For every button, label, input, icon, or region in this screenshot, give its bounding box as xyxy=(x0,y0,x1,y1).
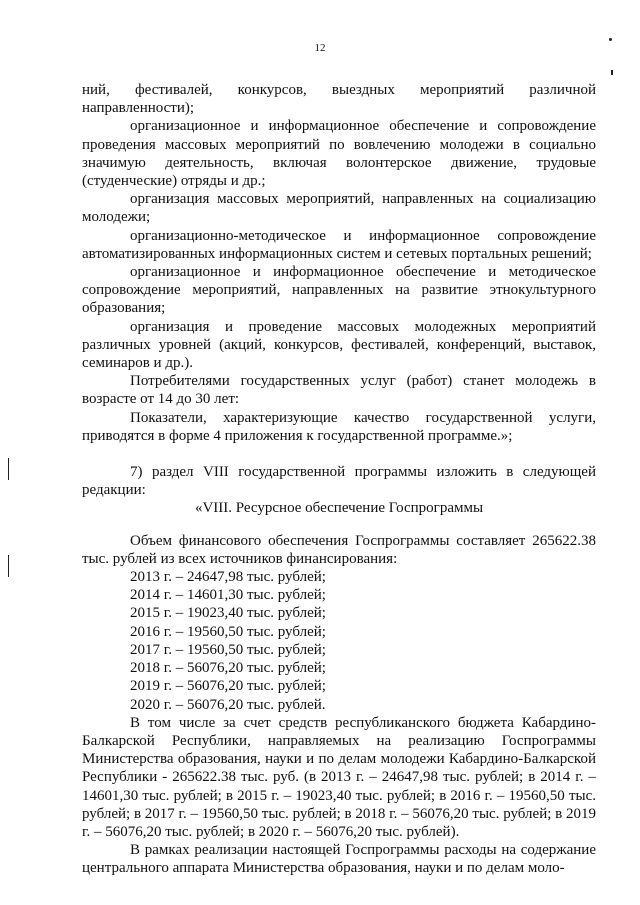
funding-list xyxy=(82,568,596,714)
paragraph: В рамках реализации настоящей Госпрограммы расходы на содержание центрального аппарата Министерства образования, науки и по делам моло- xyxy=(82,842,596,877)
funding-intro: Объем финансового обеспечения Госпрограммы составляет 265622.38 тыс. рублей из всех источников финансирования: xyxy=(82,532,596,567)
section-heading: «VIII. Ресурсное обеспечение Госпрограммы xyxy=(194,500,484,517)
paragraph: организация и проведение массовых молодежных мероприятий различных уровней (акций, конкурсов, фестивалей, конференций, выставок, семинаров и др.). xyxy=(82,318,596,372)
funding-year: 2016 г. – 19560,50 тыс. рублей; xyxy=(130,623,326,640)
republic-budget-paragraph: В том числе за счет средств республиканского бюджета Кабардино-Балкарской Республики, направляемых на реализацию Госпрограммы Министерства образования, науки и по делам молодежи Кабардино-Балкарской Республики - 265622.38 тыс. руб. (в 2013 г. – 24647,98 тыс. рублей; в 2014 г. – 14601,30 тыс. рублей; в 2015 г. – 19023,40 тыс. рублей; в 2016 г. – 19560,50 тыс. рублей; в 2017 г. – 19560,50 тыс. рублей; в 2018 г. – 56076,20 тыс. рублей; в 2019 г. – 56076,20 тыс. рублей; в 2020 г. – 56076,20 тыс. рублей). xyxy=(82,714,596,840)
scan-mark xyxy=(611,70,613,75)
scan-mark xyxy=(8,458,9,480)
funding-year: 2013 г. – 24647,98 тыс. рублей; xyxy=(130,569,326,586)
funding-year: 2020 г. – 56076,20 тыс. рублей. xyxy=(130,696,326,713)
funding-year: 2017 г. – 19560,50 тыс. рублей; xyxy=(130,641,326,658)
amendment-item: 7) раздел VIII государственной программы изложить в следующей редакции: xyxy=(82,464,596,499)
paragraph: организация массовых мероприятий, направленных на социализацию молодежи; xyxy=(82,191,596,226)
paragraph: организационно-методическое и информационное сопровождение автоматизированных информационных систем и сетевых портальных решений; xyxy=(82,227,596,262)
paragraph: организационное и информационное обеспечение и сопровождение проведения массовых мероприятий по вовлечению молодежи в социально значимую деятельность, включая волонтерское движение, трудовые (студенческие) отряды и др.; xyxy=(82,118,596,190)
funding-year: 2019 г. – 56076,20 тыс. рублей; xyxy=(130,678,326,695)
funding-year: 2015 г. – 19023,40 тыс. рублей; xyxy=(130,605,326,622)
scan-mark xyxy=(8,555,9,577)
paragraph: Показатели, характеризующие качество государственной услуги, приводятся в форме 4 приложения к государственной программе.»; xyxy=(82,409,596,444)
document-body xyxy=(82,81,596,878)
funding-year: 2018 г. – 56076,20 тыс. рублей; xyxy=(130,660,326,677)
paragraph: организационное и информационное обеспечение и методическое сопровождение мероприятий, направленных на развитие этнокультурного образования; xyxy=(82,264,596,317)
page-number: 12 xyxy=(314,42,326,54)
scan-mark xyxy=(609,38,612,41)
funding-year: 2014 г. – 14601,30 тыс. рублей; xyxy=(130,587,326,604)
paragraph: Потребителями государственных услуг (работ) станет молодежь в возрасте от 14 до 30 лет: xyxy=(82,373,596,408)
paragraph: ний, фестивалей, конкурсов, выездных мероприятий различной направленности); xyxy=(82,82,596,117)
